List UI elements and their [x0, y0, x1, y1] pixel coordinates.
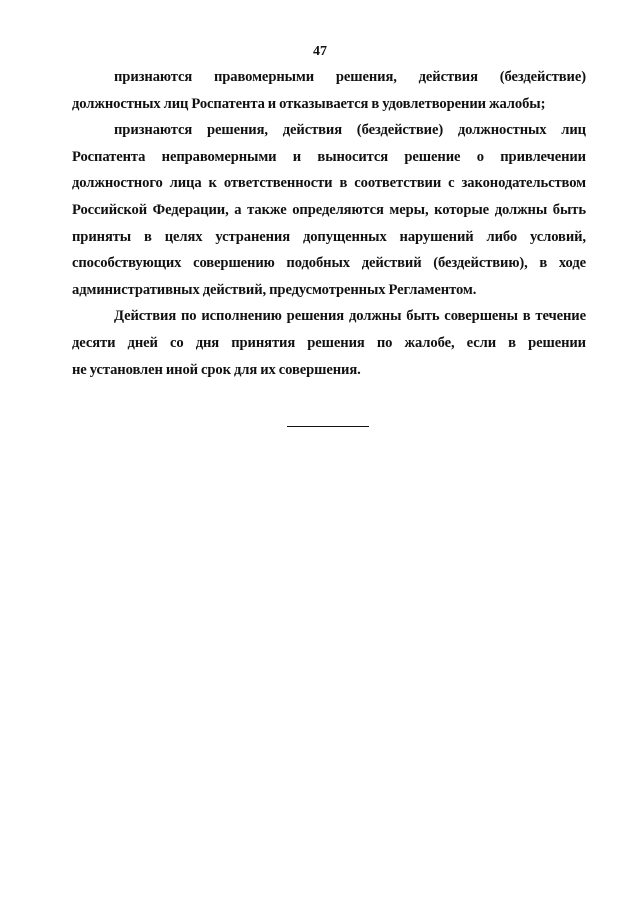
paragraph-line: не установлен иной срок для их совершения.	[72, 361, 361, 378]
end-divider-line	[287, 426, 369, 427]
paragraph-line: способствующих совершению подобных действий (бездействию), в ходе	[72, 255, 586, 272]
paragraph-line: десяти дней со дня принятия решения по жалобе, если в решении	[72, 334, 586, 351]
paragraph-line: Действия по исполнению решения должны быть совершены в течение	[114, 308, 586, 325]
paragraph-3	[72, 303, 586, 383]
paragraph-line: признаются решения, действия (бездействие) должностных лиц	[114, 122, 586, 139]
paragraph-line: признаются правомерными решения, действия (бездействие)	[114, 69, 586, 85]
paragraph-line: Российской Федерации, а также определяются меры, которые должны быть	[72, 201, 586, 218]
paragraph-2	[72, 117, 586, 303]
document-body	[72, 64, 586, 383]
paragraph-line: должностных лиц Роспатента и отказывается в удовлетворении жалобы;	[72, 95, 546, 112]
paragraph-line: Роспатента неправомерными и выносится решение о привлечении	[72, 148, 586, 165]
paragraph-line: административных действий, предусмотренных Регламентом.	[72, 281, 477, 298]
paragraph-line: должностного лица к ответственности в соответствии с законодательством	[72, 175, 586, 192]
paragraph-line: приняты в целях устранения допущенных нарушений либо условий,	[72, 228, 586, 245]
page-number: 47	[313, 44, 327, 59]
paragraph-1	[72, 64, 586, 117]
